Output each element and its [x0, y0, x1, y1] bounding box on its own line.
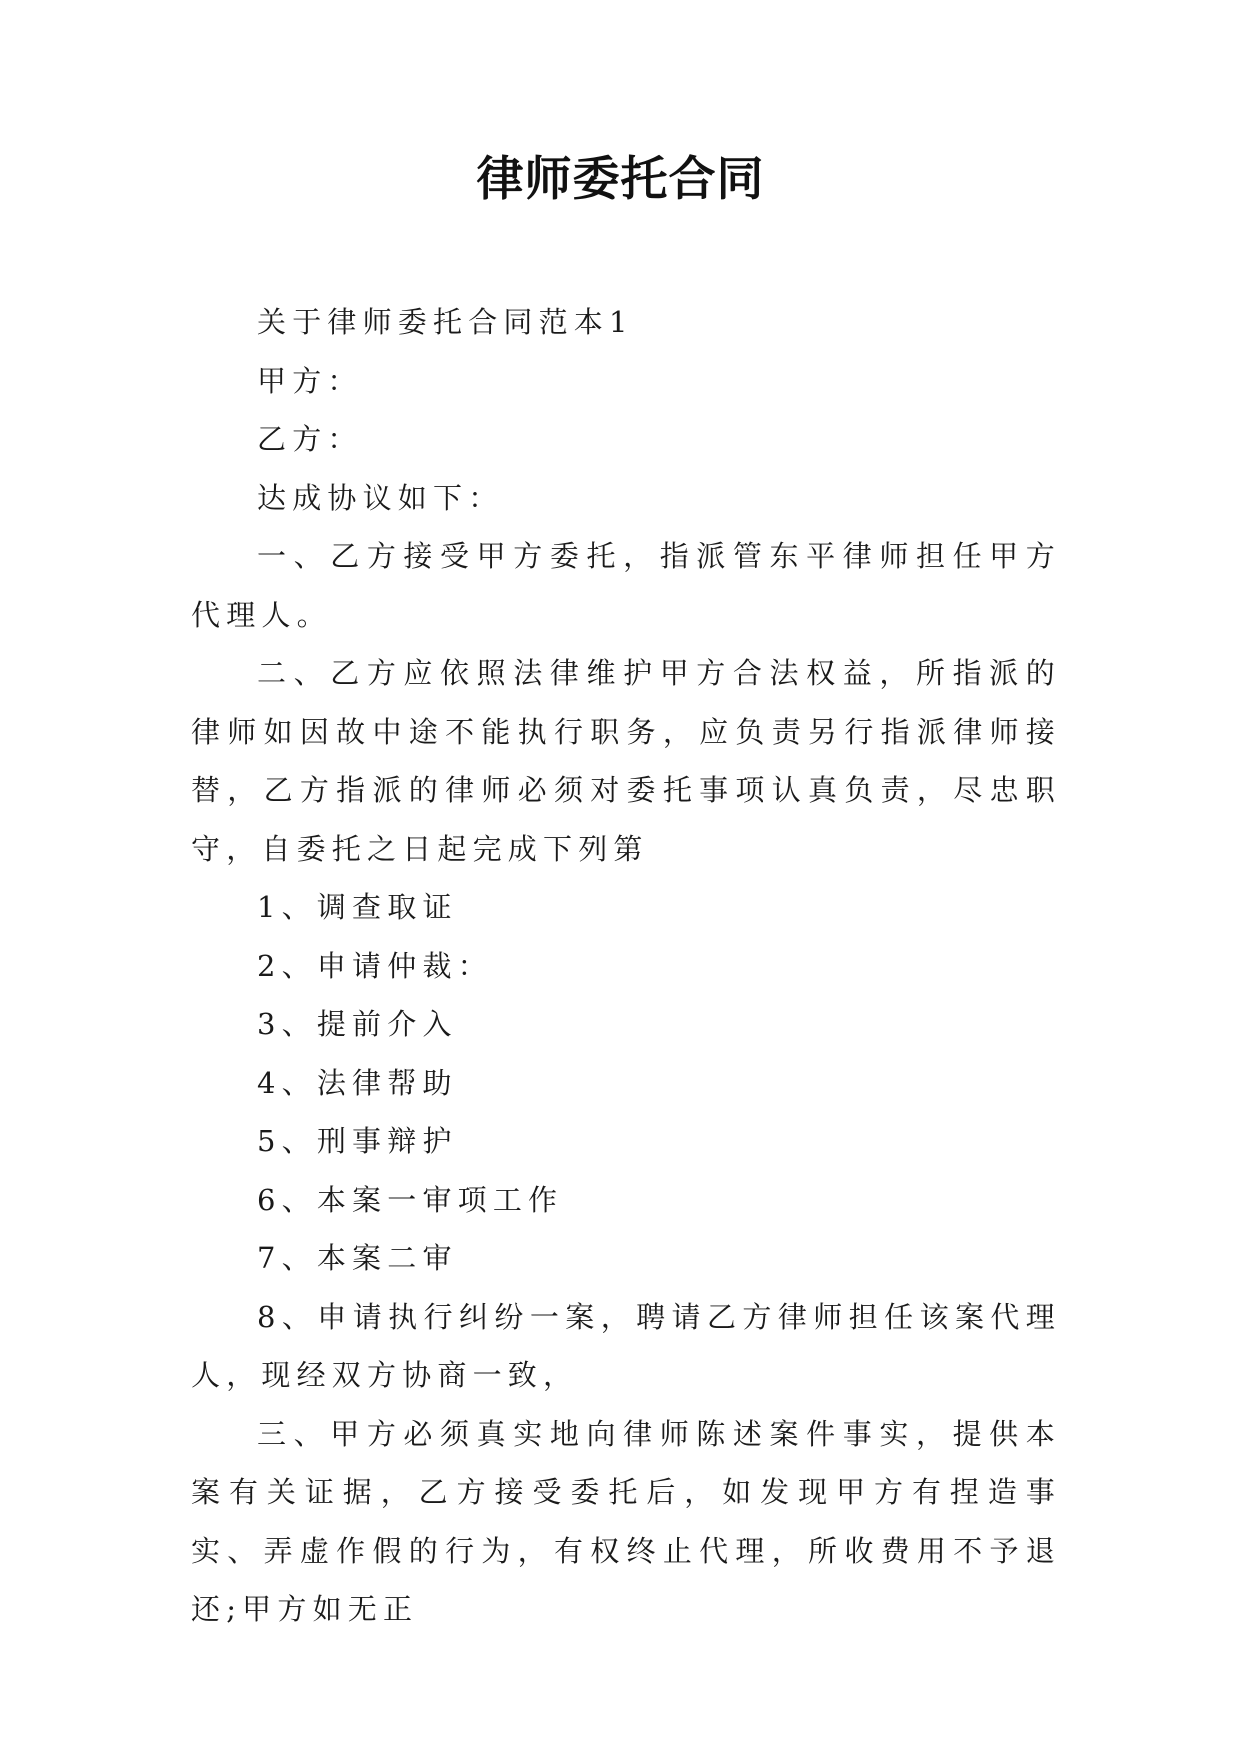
party-a-line: 甲方：	[257, 363, 363, 398]
list-item: 5、刑事辩护	[257, 1124, 458, 1158]
clause-one: 一、乙方接受甲方委托，指派管东平律师担任甲方代理人。	[191, 539, 1061, 632]
list-item: 2、申请仲裁：	[257, 948, 493, 983]
document-title: 律师委托合同	[476, 152, 765, 207]
clause-two: 二、乙方应依照法律维护甲方合法权益，所指派的律师如因故中途不能执行职务，应负责另行指派律师接替，乙方指派的律师必须对委托事项认真负责，尽忠职守，自委托之日起完成下列第	[191, 656, 1061, 866]
section-heading: 关于律师委托合同范本1	[257, 305, 634, 339]
agreement-intro: 达成协议如下：	[257, 480, 504, 515]
list-item: 1、调查取证	[257, 890, 458, 924]
list-item: 6、本案一审项工作	[257, 1182, 564, 1217]
document-body	[191, 293, 1061, 1639]
party-b-line: 乙方：	[257, 422, 363, 456]
list-item: 4、法律帮助	[257, 1065, 458, 1100]
list-item: 7、本案二审	[257, 1241, 458, 1275]
clause-three: 三、甲方必须真实地向律师陈述案件事实，提供本案有关证据，乙方接受委托后，如发现甲方有捏造事实、弄虚作假的行为，有权终止代理，所收费用不予退还;甲方如无正	[191, 1416, 1061, 1626]
list-item: 3、提前介入	[257, 1007, 458, 1041]
list-item: 8、申请执行纠纷一案，聘请乙方律师担任该案代理人，现经双方协商一致，	[191, 1299, 1061, 1392]
